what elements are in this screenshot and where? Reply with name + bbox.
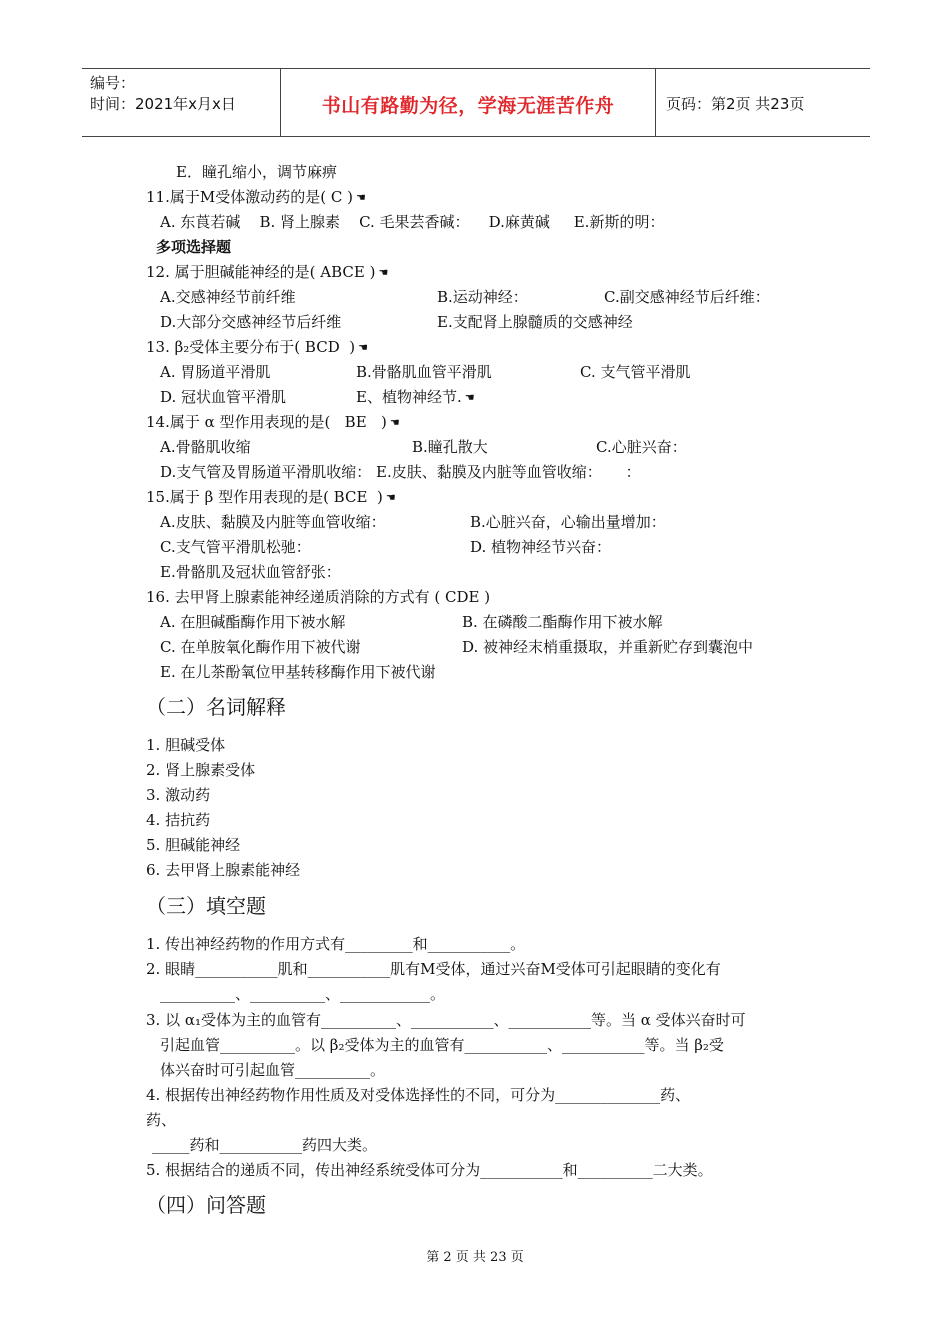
option: C. 支气管平滑肌	[580, 363, 691, 381]
fill-blank-item: 4. 根据传出神经药物作用性质及对受体选择性的不同，可分为______________药、	[146, 1086, 691, 1104]
header-motto: 书山有路勤为径，学海无涯苦作舟	[321, 95, 615, 117]
hand-pointer-icon: ☚	[385, 491, 396, 504]
option-line: D.支气管及胃肠道平滑肌收缩： E.皮肤、黏膜及内脏等血管收缩： ：	[160, 463, 641, 481]
question-text: 14.属于 α 型作用表现的是( BE )	[146, 413, 387, 431]
term-item: 5. 胆碱能神经	[146, 836, 241, 854]
fill-blank-item: _____药和___________药四大类。	[152, 1136, 378, 1154]
fill-blank-item: 引起血管__________。以 β₂受体为主的血管有___________、___________等。当 β₂受	[160, 1036, 724, 1054]
term-item: 2. 肾上腺素受体	[146, 761, 256, 779]
section-heading-multi-choice: 多项选择题	[156, 238, 232, 256]
option: D. 植物神经节兴奋：	[470, 538, 612, 556]
option: E.骨骼肌及冠状血管舒张：	[160, 563, 341, 581]
question-text: 11.属于M受体激动药的是( C )	[146, 188, 353, 206]
question-16: 16. 去甲肾上腺素能神经递质消除的方式有 ( CDE )	[146, 588, 491, 606]
option: E.支配肾上腺髓质的交感神经	[437, 313, 633, 331]
hand-pointer-icon: ☚	[355, 191, 366, 204]
option: D.大部分交感神经节后纤维	[160, 313, 342, 331]
term-item: 1. 胆碱受体	[146, 736, 226, 754]
option: C. 在单胺氧化酶作用下被代谢	[160, 638, 361, 656]
option-text: E、植物神经节.	[356, 388, 462, 406]
option: C.副交感神经节后纤维：	[604, 288, 770, 306]
option: B.骨骼肌血管平滑肌	[356, 363, 492, 381]
header-page-info: 页码：第2页 共23页	[666, 95, 805, 113]
question-text: 15.属于 β 型作用表现的是( BCE )	[146, 488, 383, 506]
header-divider	[655, 69, 656, 136]
option	[356, 387, 475, 408]
section-heading-terms: （二）名词解释	[146, 695, 286, 719]
option: A.皮肤、黏膜及内脏等血管收缩：	[160, 513, 386, 531]
option: D. 被神经末梢重摄取，并重新贮存到囊泡中	[462, 638, 754, 656]
fill-blank-item: 5. 根据结合的递质不同，传出神经系统受体可分为___________和__________二大类。	[146, 1161, 713, 1179]
number-label: 编号：	[90, 74, 136, 92]
fill-blank-item: 3. 以 α₁受体为主的血管有__________、___________、___________等。当 α 受体兴奋时可	[146, 1011, 746, 1029]
option: A. 在胆碱酯酶作用下被水解	[160, 613, 346, 631]
option: A.骨骼肌收缩	[160, 438, 251, 456]
hand-pointer-icon: ☚	[378, 266, 389, 279]
section-heading-fill-blank: （三）填空题	[146, 894, 266, 918]
fill-blank-item: __________、__________、____________。	[160, 985, 446, 1003]
page-header	[82, 68, 870, 137]
option: B. 在磷酸二酯酶作用下被水解	[462, 613, 663, 631]
header-divider	[280, 69, 281, 136]
option: B.瞳孔散大	[412, 438, 488, 456]
section-heading-essay: （四）问答题	[146, 1193, 266, 1217]
question-11	[146, 187, 366, 208]
fill-blank-item: 体兴奋时可引起血管__________。	[160, 1061, 386, 1079]
option: B.心脏兴奋，心输出量增加：	[470, 513, 666, 531]
option: A. 胃肠道平滑肌	[160, 363, 271, 381]
option: A.交感神经节前纤维	[160, 288, 296, 306]
fill-blank-item: 1. 传出神经药物的作用方式有_________和___________。	[146, 935, 526, 953]
question-13	[146, 337, 368, 358]
option-line: E．瞳孔缩小，调节麻痹	[176, 163, 337, 181]
question-text: 13. β₂受体主要分布于( BCD )	[146, 338, 356, 356]
question-15	[146, 487, 396, 508]
hand-pointer-icon: ☚	[358, 341, 368, 354]
time-label: 时间：2021年x月x日	[90, 95, 236, 113]
option: B.运动神经：	[437, 288, 528, 306]
header-meta	[90, 73, 236, 115]
option: E. 在儿茶酚氧位甲基转移酶作用下被代谢	[160, 663, 436, 681]
question-14	[146, 412, 400, 433]
question-text: 12. 属于胆碱能神经的是( ABCE )	[146, 263, 376, 281]
page-footer: 第 2 页 共 23 页	[426, 1250, 524, 1265]
option-line: A. 东莨若碱 B. 肾上腺素 C. 毛果芸香碱： D.麻黄碱 E.新斯的明：	[160, 213, 665, 231]
hand-pointer-icon: ☚	[464, 391, 475, 404]
term-item: 3. 激动药	[146, 786, 211, 804]
hand-pointer-icon: ☚	[389, 416, 400, 429]
fill-blank-item: 2. 眼睛___________肌和___________肌有M受体，通过兴奋M受体可引起眼睛的变化有	[146, 960, 721, 978]
option: D. 冠状血管平滑肌	[160, 388, 287, 406]
term-item: 4. 拮抗药	[146, 811, 211, 829]
question-12	[146, 262, 388, 283]
option: C.支气管平滑肌松驰：	[160, 538, 311, 556]
fill-blank-item: 药、	[146, 1111, 177, 1129]
option: C.心脏兴奋：	[596, 438, 687, 456]
term-item: 6. 去甲肾上腺素能神经	[146, 861, 301, 879]
